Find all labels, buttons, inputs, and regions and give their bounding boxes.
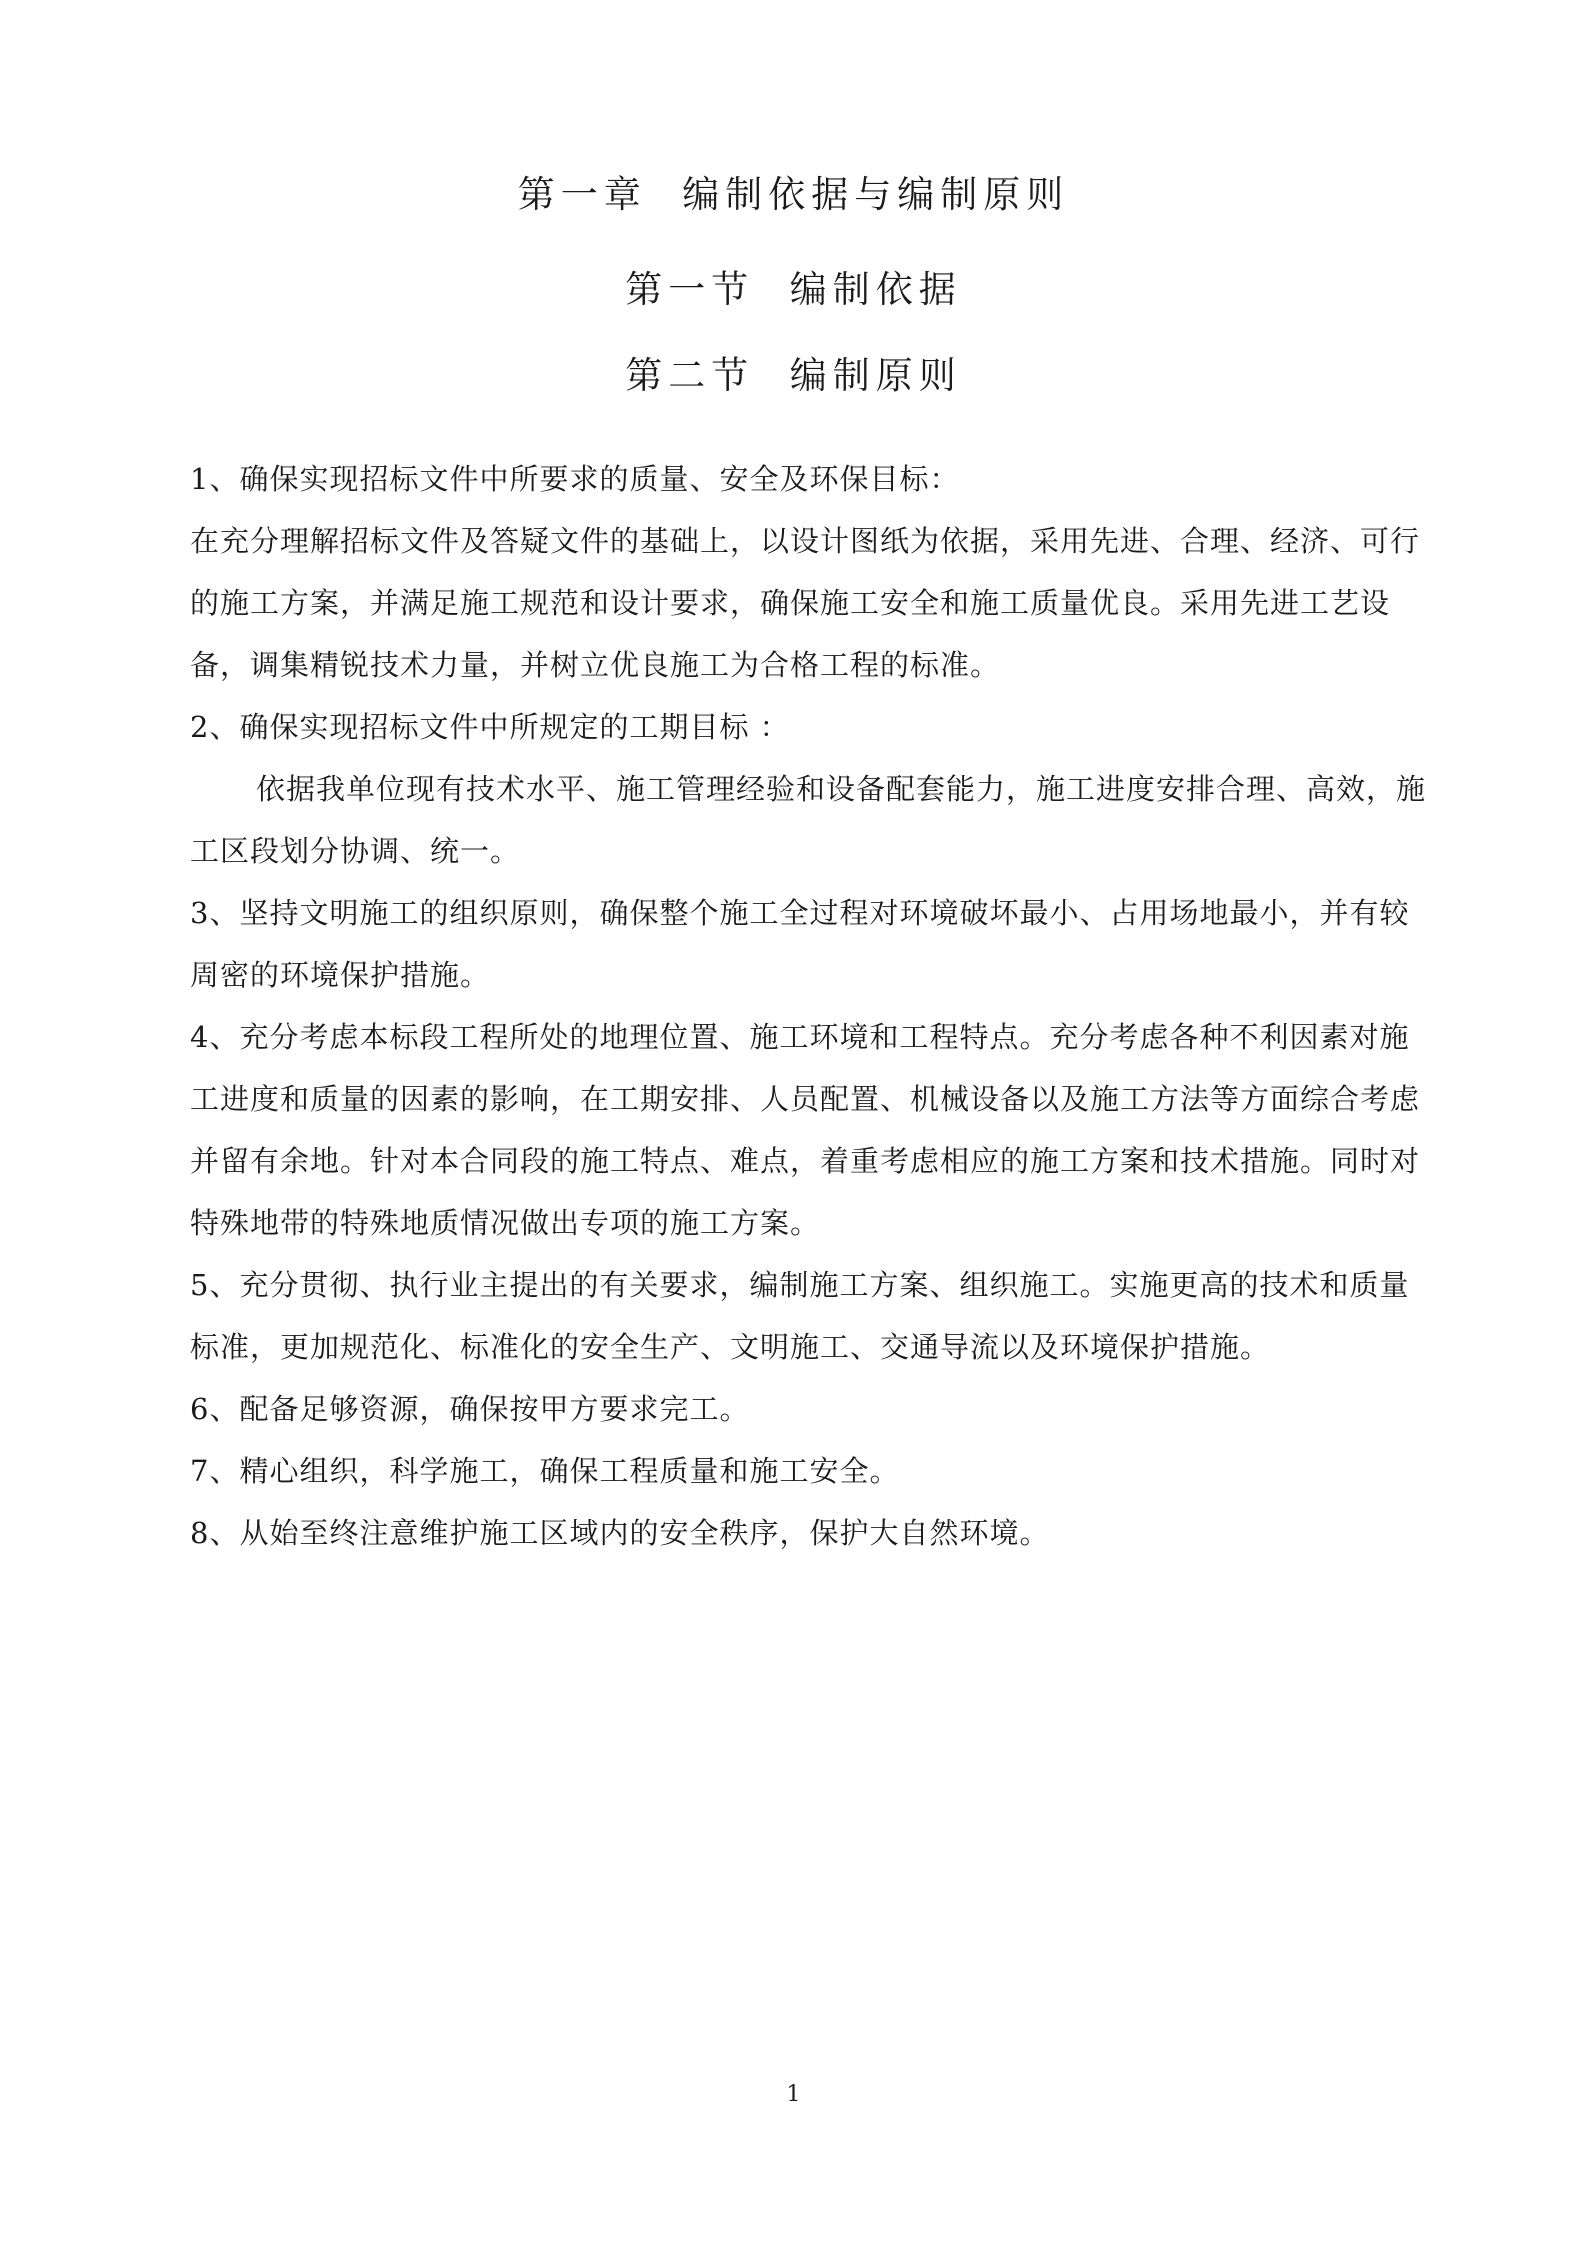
- body-text: [190, 448, 1430, 1564]
- chapter-title: 第一章 编制依据与编制原则: [517, 173, 1070, 216]
- paragraph-6: 4、充分考虑本标段工程所处的地理位置、施工环境和工程特点。充分考虑各种不利因素对施工进度和质量的因素的影响，在工期安排、人员配置、机械设备以及施工方法等方面综合考虑并留有余地。针对本合同段的施工特点、难点，着重考虑相应的施工方案和技术措施。同时对特殊地带的特殊地质情况做出专项的施工方案。: [190, 1020, 1421, 1240]
- paragraph-7: 5、充分贯彻、执行业主提出的有关要求，编制施工方案、组织施工。实施更高的技术和质量标准，更加规范化、标准化的安全生产、文明施工、交通导流以及环境保护措施。: [190, 1268, 1410, 1364]
- page-number: 1: [786, 2082, 801, 2107]
- paragraph-10: 8、从始至终注意维护施工区域内的安全秩序，保护大自然环境。: [190, 1516, 1050, 1550]
- section-title-principles: 第二节 编制原则: [625, 354, 962, 397]
- paragraph-4: 依据我单位现有技术水平、施工管理经验和设备配套能力，施工进度安排合理、高效，施工区段划分协调、统一。: [190, 772, 1427, 868]
- paragraph-5: 3、坚持文明施工的组织原则，确保整个施工全过程对环境破坏最小、占用场地最小，并有较周密的环境保护措施。: [190, 896, 1410, 992]
- paragraph-2: 在充分理解招标文件及答疑文件的基础上，以设计图纸为依据，采用先进、合理、经济、可行的施工方案，并满足施工规范和设计要求，确保施工安全和施工质量优良。采用先进工艺设备，调集精锐技术力量，并树立优良施工为合格工程的标准。: [190, 524, 1421, 682]
- section-title-basis: 第一节 编制依据: [625, 268, 962, 311]
- paragraph-9: 7、精心组织，科学施工，确保工程质量和施工安全。: [190, 1454, 900, 1488]
- paragraph-3: 2、确保实现招标文件中所规定的工期目标 ：: [190, 710, 790, 744]
- paragraph-1: 1、确保实现招标文件中所要求的质量、安全及环保目标：: [190, 462, 960, 496]
- paragraph-8: 6、配备足够资源，确保按甲方要求完工。: [190, 1392, 750, 1426]
